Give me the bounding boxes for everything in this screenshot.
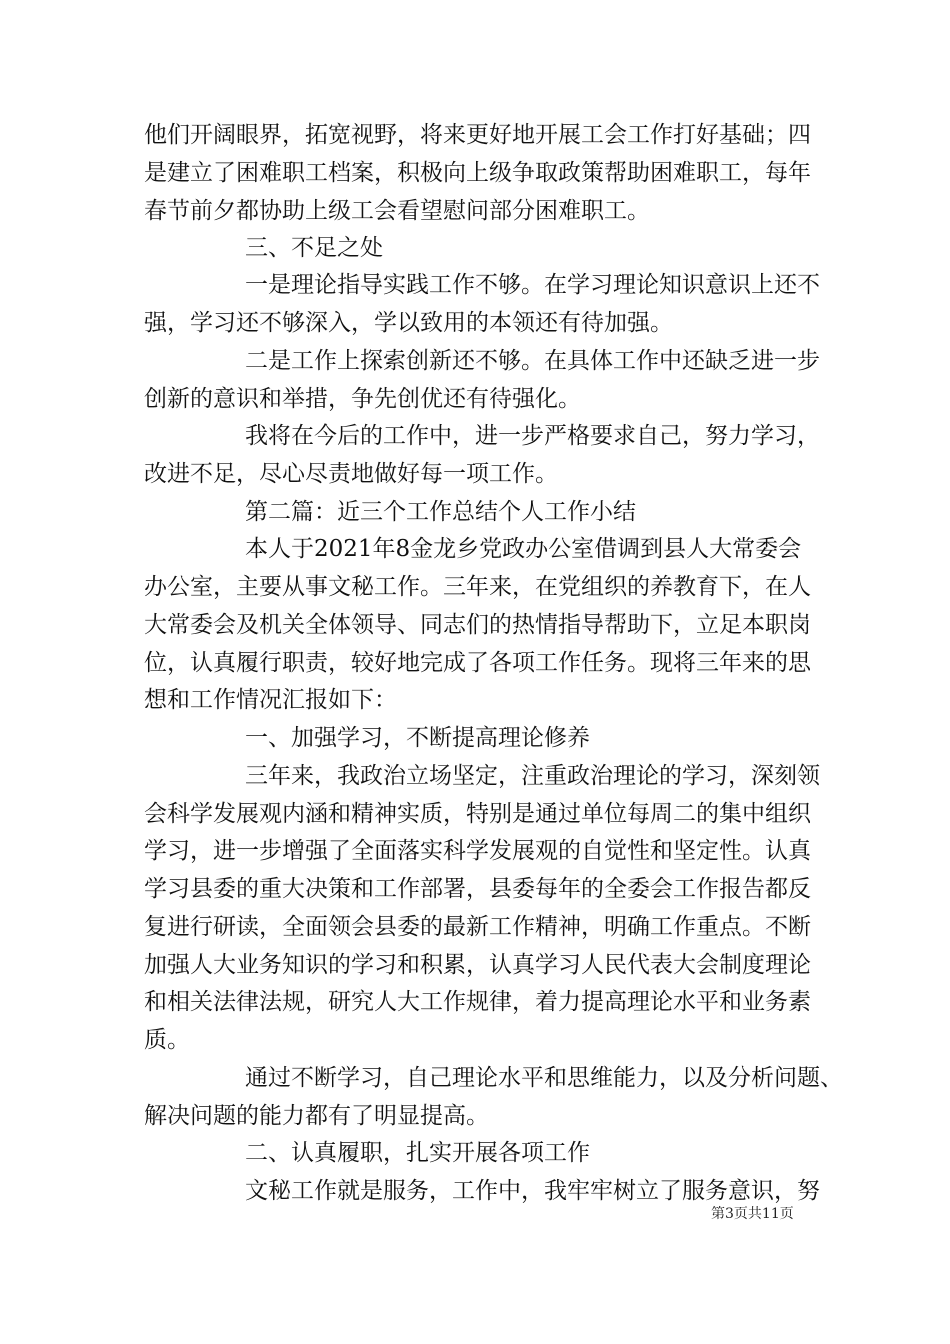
text-line: 学习县委的重大决策和工作部署，县委每年的全委会工作报告都反 — [144, 876, 811, 902]
text-line: 质。 — [144, 1027, 190, 1053]
part-heading: 第二篇：近三个工作总结个人工作小结 — [245, 499, 636, 525]
text-line: 他们开阔眼界，拓宽视野，将来更好地开展工会工作打好基础；四 — [144, 122, 811, 148]
text-line: 强，学习还不够深入，学以致用的本领还有待加强。 — [144, 310, 673, 336]
text-line: 解决问题的能力都有了明显提高。 — [144, 1103, 489, 1129]
text-line: 一是理论指导实践工作不够。在学习理论知识意识上还不 — [245, 272, 820, 298]
section-heading: 二、认真履职，扎实开展各项工作 — [245, 1140, 590, 1166]
text-line: 加强人大业务知识的学习和积累，认真学习人民代表大会制度理论 — [144, 952, 811, 978]
text-line: 通过不断学习，自己理论水平和思维能力，以及分析问题、 — [245, 1065, 843, 1091]
section-heading: 三、不足之处 — [245, 235, 383, 261]
text-line: 春节前夕都协助上级工会看望慰问部分困难职工。 — [144, 198, 650, 224]
text-line: 本人于2021年8金龙乡党政办公室借调到县人大常委会 — [245, 536, 802, 562]
text-line: 大常委会及机关全体领导、同志们的热情指导帮助下，立足本职岗 — [144, 612, 811, 638]
text-line: 创新的意识和举措，争先创优还有待强化。 — [144, 386, 581, 412]
text-line: 学习，进一步增强了全面落实科学发展观的自觉性和坚定性。认真 — [144, 838, 811, 864]
text-line: 是建立了困难职工档案，积极向上级争取政策帮助困难职工，每年 — [144, 160, 811, 186]
page-number-footer: 第3页共11页 — [711, 1206, 794, 1222]
text-line: 办公室，主要从事文秘工作。三年来，在党组织的养教育下，在人 — [144, 574, 811, 600]
text-line: 二是工作上探索创新还不够。在具体工作中还缺乏进一步 — [245, 348, 820, 374]
text-line: 三年来，我政治立场坚定，注重政治理论的学习，深刻领 — [245, 763, 820, 789]
text-line: 复进行研读，全面领会县委的最新工作精神，明确工作重点。不断 — [144, 914, 811, 940]
text-line: 和相关法律法规，研究人大工作规律，着力提高理论水平和业务素 — [144, 989, 811, 1015]
section-heading: 一、加强学习，不断提高理论修养 — [245, 725, 590, 751]
text-line: 文秘工作就是服务，工作中，我牢牢树立了服务意识，努 — [245, 1178, 820, 1204]
text-line: 位，认真履行职责，较好地完成了各项工作任务。现将三年来的思 — [144, 650, 811, 676]
text-line: 我将在今后的工作中，进一步严格要求自己，努力学习， — [245, 423, 820, 449]
text-line: 改进不足，尽心尽责地做好每一项工作。 — [144, 461, 558, 487]
text-line: 会科学发展观内涵和精神实质，特别是通过单位每周二的集中组织 — [144, 801, 811, 827]
text-line: 想和工作情况汇报如下： — [144, 687, 397, 713]
